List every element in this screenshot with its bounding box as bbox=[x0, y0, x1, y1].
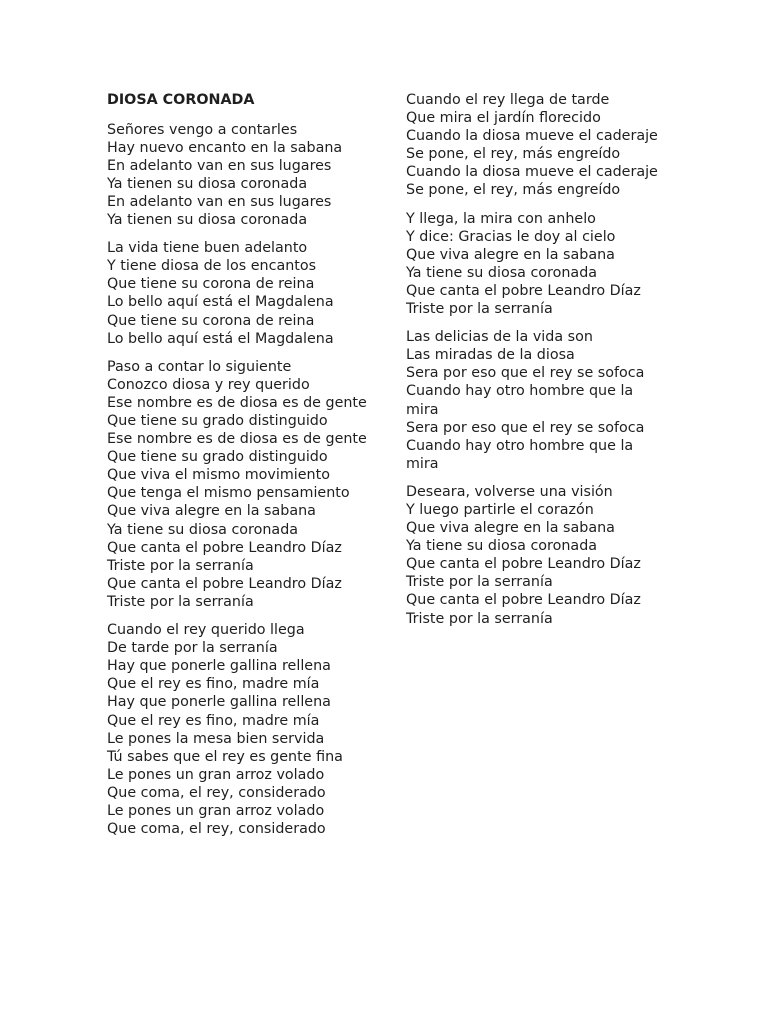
lyric-line: Hay que ponerle gallina rellena bbox=[107, 694, 331, 711]
lyric-line: Ya tiene su diosa coronada bbox=[406, 264, 598, 281]
lyric-line: Le pones la mesa bien servida bbox=[107, 730, 325, 747]
lyric-line: En adelanto van en sus lugares bbox=[107, 193, 332, 210]
stanza bbox=[406, 328, 668, 473]
lyric-line: Que viva alegre en la sabana bbox=[107, 503, 316, 520]
stanza bbox=[406, 210, 668, 319]
lyric-line: Se pone, el rey, más engreído bbox=[406, 182, 621, 199]
lyric-line: Triste por la serranía bbox=[406, 574, 553, 591]
lyric-line: Que viva alegre en la sabana bbox=[406, 520, 615, 537]
lyric-line: Que canta el pobre Leandro Díaz bbox=[107, 575, 342, 592]
lyric-line: Que el rey es fino, madre mía bbox=[107, 712, 320, 729]
lyric-line: Triste por la serranía bbox=[107, 557, 254, 574]
lyric-line: Se pone, el rey, más engreído bbox=[406, 146, 621, 163]
lyric-line: Cuando hay otro hombre que la mira bbox=[406, 383, 634, 418]
lyric-line: Que tiene su grado distinguido bbox=[107, 449, 328, 466]
lyric-line: Que tenga el mismo pensamiento bbox=[107, 485, 350, 502]
lyric-line: Cuando hay otro hombre que la mira bbox=[406, 437, 634, 472]
lyric-line: Le pones un gran arroz volado bbox=[107, 766, 325, 783]
lyric-line: Que canta el pobre Leandro Díaz bbox=[406, 592, 641, 609]
stanza bbox=[107, 239, 369, 348]
lyric-line: Que el rey es fino, madre mía bbox=[107, 676, 320, 693]
lyric-line: Cuando la diosa mueve el caderaje bbox=[406, 128, 658, 145]
lyric-line: Que coma, el rey, considerado bbox=[107, 784, 326, 801]
song-title: DIOSA CORONADA bbox=[107, 92, 255, 108]
left-stanzas bbox=[107, 121, 369, 839]
lyric-line: Que mira el jardín florecido bbox=[406, 110, 601, 127]
lyric-line: Que tiene su corona de reina bbox=[107, 276, 315, 293]
lyric-line: Paso a contar lo siguiente bbox=[107, 358, 292, 375]
lyric-line: Cuando el rey querido llega bbox=[107, 622, 305, 639]
lyric-line: Ese nombre es de diosa es de gente bbox=[107, 431, 367, 448]
stanza bbox=[107, 121, 369, 230]
lyric-line: Sera por eso que el rey se sofoca bbox=[406, 419, 645, 436]
lyric-line: Triste por la serranía bbox=[406, 610, 553, 627]
lyric-line: Tú sabes que el rey es gente fina bbox=[107, 748, 343, 765]
lyric-line: Las delicias de la vida son bbox=[406, 329, 593, 346]
lyric-line: Ya tiene su diosa coronada bbox=[406, 538, 598, 555]
lyric-line: Y tiene diosa de los encantos bbox=[107, 258, 317, 275]
lyric-line: Que canta el pobre Leandro Díaz bbox=[406, 282, 641, 299]
lyric-line: Que viva alegre en la sabana bbox=[406, 246, 615, 263]
lyric-line: En adelanto van en sus lugares bbox=[107, 157, 332, 174]
lyric-line: Que viva el mismo movimiento bbox=[107, 467, 330, 484]
lyric-line: Que canta el pobre Leandro Díaz bbox=[406, 556, 641, 573]
lyric-line: Lo bello aquí está el Magdalena bbox=[107, 294, 334, 311]
lyric-line: Y llega, la mira con anhelo bbox=[406, 210, 596, 227]
lyric-line: La vida tiene buen adelanto bbox=[107, 240, 308, 257]
lyric-line: Conozco diosa y rey querido bbox=[107, 376, 310, 393]
lyric-line: Ya tiene su diosa coronada bbox=[107, 521, 299, 538]
lyric-line: Que coma, el rey, considerado bbox=[107, 821, 326, 838]
lyric-line: Cuando la diosa mueve el caderaje bbox=[406, 164, 658, 181]
lyric-line: Ese nombre es de diosa es de gente bbox=[107, 394, 367, 411]
lyric-line: Señores vengo a contarles bbox=[107, 121, 298, 138]
right-column bbox=[406, 91, 668, 638]
lyric-line: Sera por eso que el rey se sofoca bbox=[406, 365, 645, 382]
lyric-line: Hay nuevo encanto en la sabana bbox=[107, 139, 343, 156]
stanza bbox=[107, 358, 369, 611]
lyric-line: Que tiene su grado distinguido bbox=[107, 413, 328, 429]
lyric-line: Cuando el rey llega de tarde bbox=[406, 92, 610, 108]
left-column bbox=[107, 91, 369, 848]
lyric-line: Ya tienen su diosa coronada bbox=[107, 175, 308, 192]
stanza bbox=[107, 621, 369, 838]
lyric-line: Triste por la serranía bbox=[107, 593, 254, 610]
stanza bbox=[406, 483, 668, 628]
lyric-line: Que canta el pobre Leandro Díaz bbox=[107, 539, 342, 556]
right-stanzas bbox=[406, 91, 668, 628]
lyric-line: Y luego partirle el corazón bbox=[406, 501, 594, 518]
lyric-line: Ya tienen su diosa coronada bbox=[107, 212, 308, 229]
lyric-line: Le pones un gran arroz volado bbox=[107, 802, 325, 819]
lyric-line: De tarde por la serranía bbox=[107, 640, 278, 657]
lyric-line: Hay que ponerle gallina rellena bbox=[107, 658, 331, 675]
lyric-line: Y dice: Gracias le doy al cielo bbox=[406, 228, 616, 245]
lyric-line: Deseara, volverse una visión bbox=[406, 483, 613, 500]
stanza bbox=[406, 91, 668, 200]
lyric-line: Triste por la serranía bbox=[406, 301, 553, 318]
lyric-line: Que tiene su corona de reina bbox=[107, 312, 315, 329]
lyric-line: Las miradas de la diosa bbox=[406, 347, 575, 364]
lyric-line: Lo bello aquí está el Magdalena bbox=[107, 330, 334, 347]
